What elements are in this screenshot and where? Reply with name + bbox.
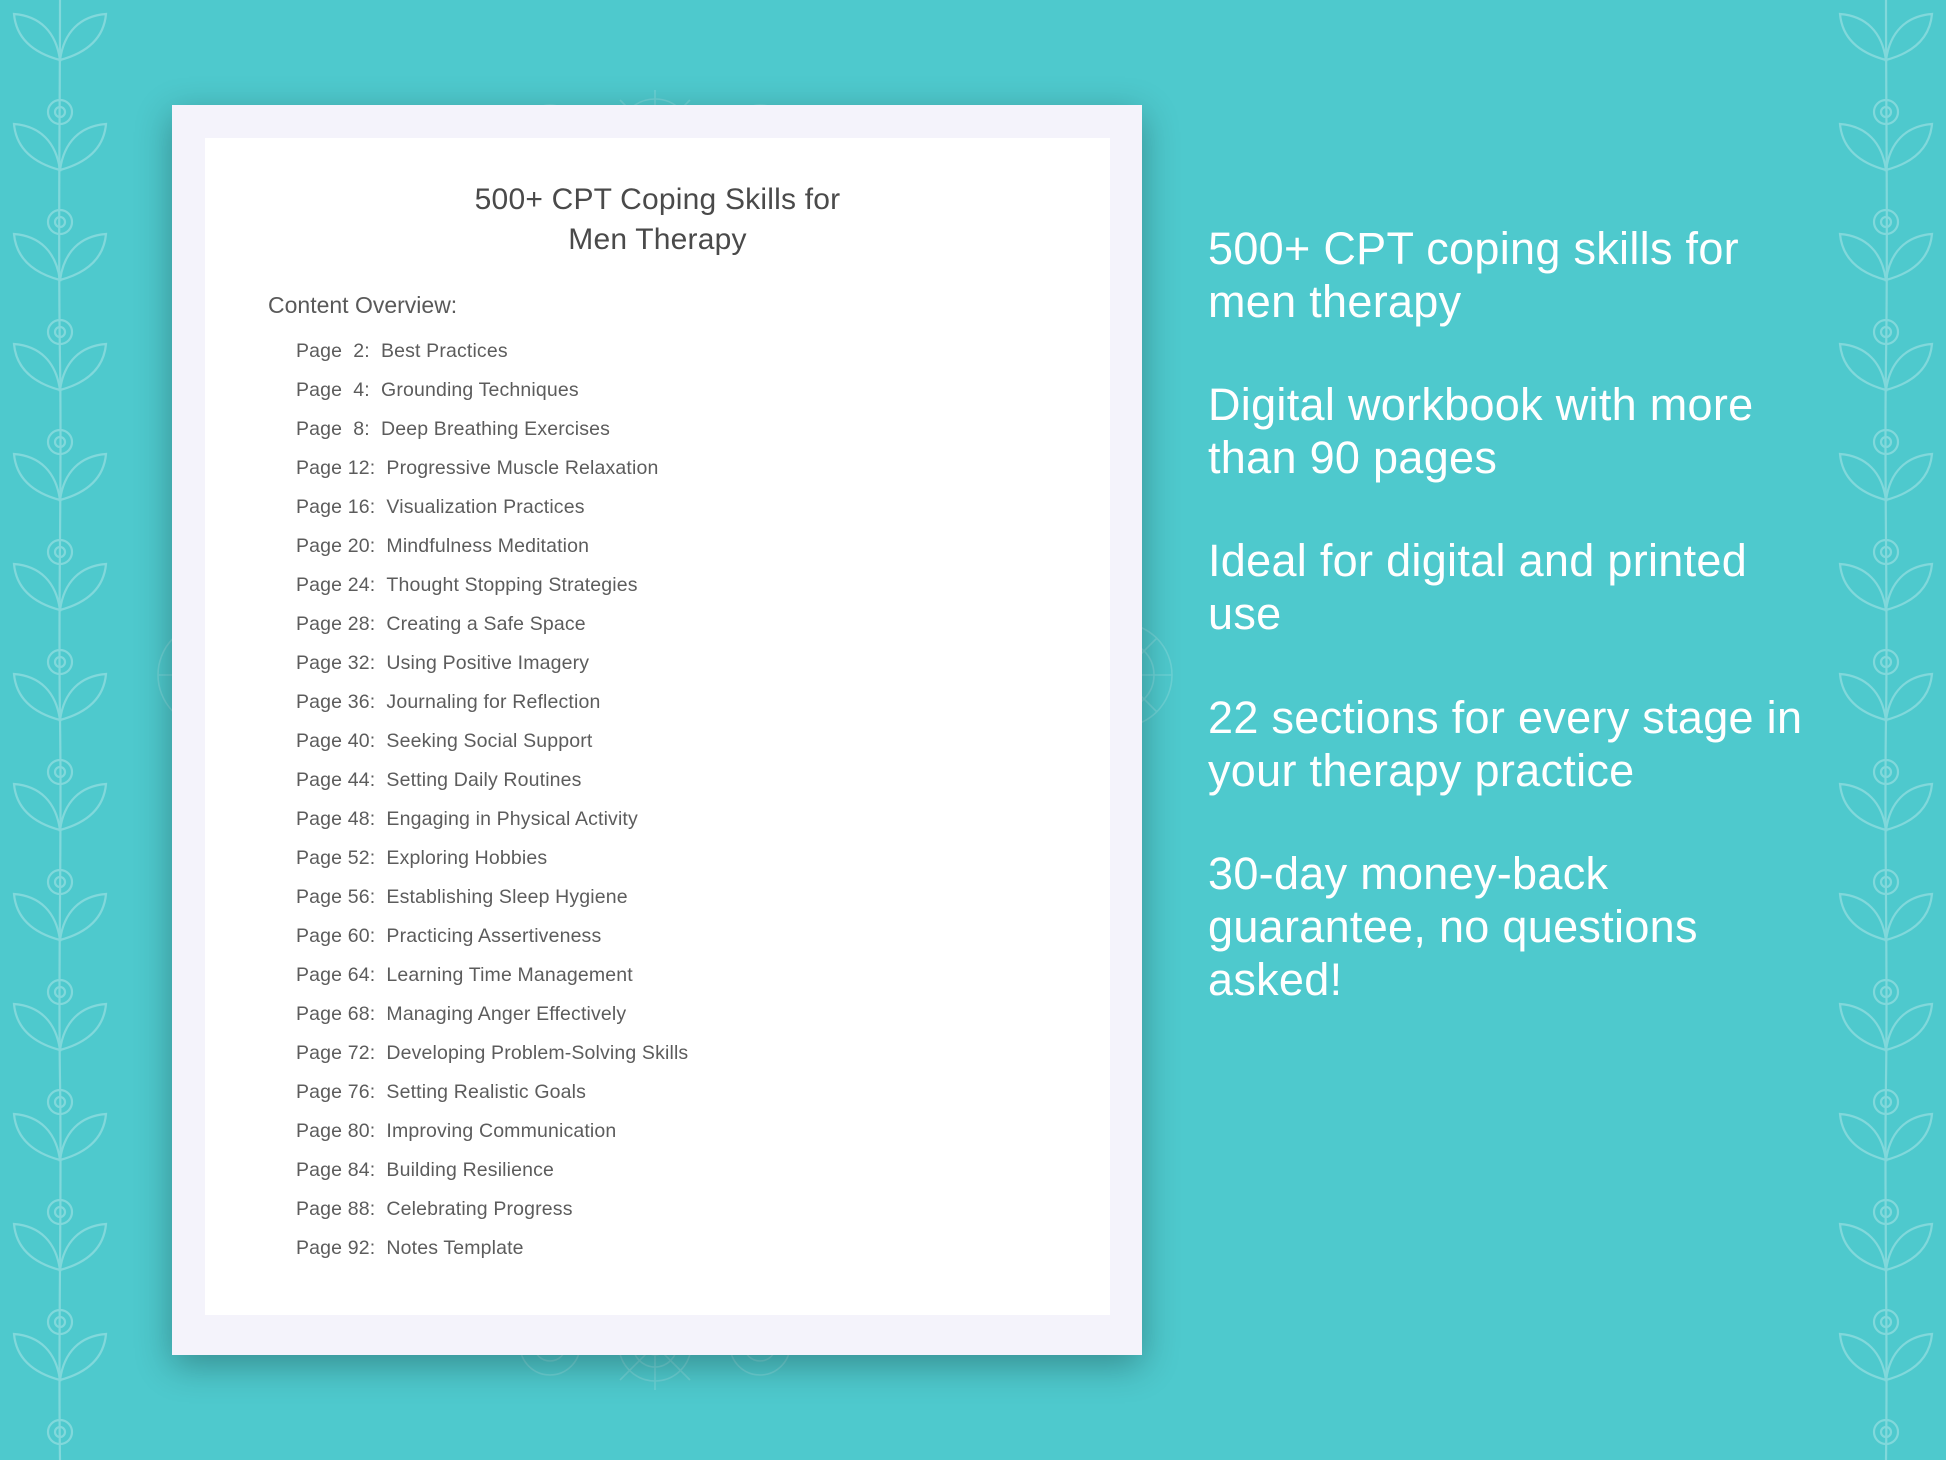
toc-entry-title: Establishing Sleep Hygiene xyxy=(386,886,628,908)
toc-spacer xyxy=(375,1081,386,1104)
toc-spacer xyxy=(375,1237,386,1260)
toc-page-number: Page 24 xyxy=(296,574,370,596)
toc-spacer xyxy=(375,1003,386,1026)
toc-entry-title: Engaging in Physical Activity xyxy=(386,808,638,830)
marketing-bullet: 500+ CPT coping skills for men therapy xyxy=(1208,223,1739,328)
toc-row xyxy=(296,886,1056,925)
toc-separator: : xyxy=(369,886,376,908)
marketing-bullet: 22 sections for every stage in your therapy practice xyxy=(1208,691,1803,796)
toc-spacer xyxy=(375,457,386,480)
toc-entry-title: Mindfulness Meditation xyxy=(386,535,590,557)
toc-separator: : xyxy=(364,379,370,401)
toc-row xyxy=(296,925,1056,964)
toc-spacer xyxy=(375,1198,386,1221)
marketing-bullet: Digital workbook with more than 90 pages xyxy=(1208,379,1754,484)
toc-page-number: Page 4 xyxy=(296,379,365,401)
toc-spacer xyxy=(375,574,386,597)
toc-row xyxy=(296,457,1056,496)
toc-row xyxy=(296,1237,1056,1276)
toc-spacer xyxy=(375,1159,386,1182)
toc-entry-title: Celebrating Progress xyxy=(386,1198,573,1220)
toc-separator: : xyxy=(369,1237,376,1259)
toc-page-number: Page 40 xyxy=(296,730,370,752)
toc-page-number: Page 92 xyxy=(296,1237,370,1259)
toc-row xyxy=(296,1003,1056,1042)
toc-spacer xyxy=(375,886,386,909)
toc-row xyxy=(296,379,1056,418)
marketing-bullet: Ideal for digital and printed use xyxy=(1208,535,1748,640)
page-title xyxy=(205,180,1110,259)
toc-separator: : xyxy=(369,1159,376,1181)
toc-separator: : xyxy=(369,1042,376,1064)
toc-page-number: Page 12 xyxy=(296,457,370,479)
toc-entry-title: Developing Problem-Solving Skills xyxy=(386,1042,689,1064)
toc-spacer xyxy=(375,847,386,870)
toc-separator: : xyxy=(369,535,376,557)
toc-entry-title: Improving Communication xyxy=(386,1120,617,1142)
toc-spacer xyxy=(375,925,386,948)
toc-separator: : xyxy=(369,613,376,635)
toc-separator: : xyxy=(369,457,376,479)
toc-row xyxy=(296,730,1056,769)
toc-page-number: Page 8 xyxy=(296,418,365,440)
toc-spacer xyxy=(375,496,386,519)
toc-entry-title: Notes Template xyxy=(386,1237,524,1259)
toc-entry-title: Practicing Assertiveness xyxy=(386,925,602,947)
toc-entry-title: Journaling for Reflection xyxy=(386,691,601,713)
toc-spacer xyxy=(370,418,381,441)
toc-spacer xyxy=(370,340,381,363)
toc-entry-title: Best Practices xyxy=(381,340,508,362)
toc-row xyxy=(296,1198,1056,1237)
toc-page-number: Page 68 xyxy=(296,1003,370,1025)
toc-row xyxy=(296,1042,1056,1081)
toc-entry-title: Exploring Hobbies xyxy=(386,847,548,869)
toc-row xyxy=(296,1081,1056,1120)
toc-separator: : xyxy=(369,847,376,869)
toc-spacer xyxy=(375,535,386,558)
toc-row xyxy=(296,418,1056,457)
toc-separator: : xyxy=(369,496,376,518)
toc-page-number: Page 44 xyxy=(296,769,370,791)
toc-row xyxy=(296,535,1056,574)
toc-page-number: Page 48 xyxy=(296,808,370,830)
toc-separator: : xyxy=(364,340,370,362)
toc-page-number: Page 52 xyxy=(296,847,370,869)
toc-row xyxy=(296,769,1056,808)
toc-entry-title: Thought Stopping Strategies xyxy=(386,574,638,596)
floral-border-left xyxy=(0,0,120,1460)
toc-page-number: Page 20 xyxy=(296,535,370,557)
toc-row xyxy=(296,652,1056,691)
toc-spacer xyxy=(375,613,386,636)
toc-separator: : xyxy=(369,808,376,830)
toc-entry-title: Seeking Social Support xyxy=(386,730,593,752)
toc-separator: : xyxy=(369,964,376,986)
toc-entry-title: Visualization Practices xyxy=(386,496,585,518)
toc-row xyxy=(296,808,1056,847)
toc-spacer xyxy=(375,652,386,675)
toc-row xyxy=(296,613,1056,652)
toc-spacer xyxy=(375,1042,386,1065)
toc-page-number: Page 28 xyxy=(296,613,370,635)
toc-separator: : xyxy=(369,574,376,596)
toc-entry-title: Learning Time Management xyxy=(386,964,633,986)
toc-row xyxy=(296,847,1056,886)
toc-row xyxy=(296,574,1056,613)
page-title-line-1: 500+ CPT Coping Skills for xyxy=(474,183,841,216)
toc-entry-title: Setting Realistic Goals xyxy=(386,1081,587,1103)
toc-separator: : xyxy=(369,1003,376,1025)
toc-separator: : xyxy=(369,730,376,752)
toc-entry-title: Grounding Techniques xyxy=(381,379,579,401)
toc-page-number: Page 16 xyxy=(296,496,370,518)
toc-entry-title: Using Positive Imagery xyxy=(386,652,590,674)
toc-entry-title: Creating a Safe Space xyxy=(386,613,586,635)
toc-row xyxy=(296,340,1056,379)
toc-page-number: Page 64 xyxy=(296,964,370,986)
toc-spacer xyxy=(375,808,386,831)
toc-row xyxy=(296,691,1056,730)
toc-page-number: Page 32 xyxy=(296,652,370,674)
toc-spacer xyxy=(375,1120,386,1143)
toc-separator: : xyxy=(369,925,376,947)
toc-separator: : xyxy=(369,1081,376,1103)
toc-page-number: Page 56 xyxy=(296,886,370,908)
toc-page-number: Page 36 xyxy=(296,691,370,713)
toc-entry-title: Building Resilience xyxy=(386,1159,555,1181)
toc-row xyxy=(296,1159,1056,1198)
toc-separator: : xyxy=(364,418,370,440)
toc-page-number: Page 84 xyxy=(296,1159,370,1181)
toc-spacer xyxy=(375,691,386,714)
floral-border-right xyxy=(1826,0,1946,1460)
toc-entry-title: Deep Breathing Exercises xyxy=(381,418,611,440)
toc-spacer xyxy=(375,964,386,987)
toc-spacer xyxy=(370,379,381,402)
toc-spacer xyxy=(375,730,386,753)
toc-page-number: Page 2 xyxy=(296,340,365,362)
toc-row xyxy=(296,1120,1056,1159)
toc-entry-title: Progressive Muscle Relaxation xyxy=(386,457,659,479)
toc-entry-title: Setting Daily Routines xyxy=(386,769,582,791)
toc-page-number: Page 60 xyxy=(296,925,370,947)
table-of-contents xyxy=(296,340,1056,1276)
toc-row xyxy=(296,496,1056,535)
marketing-bullet: 30-day money-back guarantee, no questions asked! xyxy=(1208,847,1698,1005)
toc-row xyxy=(296,964,1056,1003)
toc-page-number: Page 76 xyxy=(296,1081,370,1103)
toc-separator: : xyxy=(369,1198,376,1220)
page-title-line-2: Men Therapy xyxy=(568,222,747,256)
toc-page-number: Page 88 xyxy=(296,1198,370,1220)
toc-page-number: Page 80 xyxy=(296,1120,370,1142)
content-overview-label: Content Overview: xyxy=(268,292,458,318)
toc-separator: : xyxy=(369,1120,376,1142)
toc-page-number: Page 72 xyxy=(296,1042,370,1064)
toc-separator: : xyxy=(369,652,376,674)
toc-separator: : xyxy=(369,691,376,713)
marketing-bullets xyxy=(1208,222,1828,1006)
toc-entry-title: Managing Anger Effectively xyxy=(386,1003,627,1025)
toc-spacer xyxy=(375,769,386,792)
toc-separator: : xyxy=(369,769,376,791)
